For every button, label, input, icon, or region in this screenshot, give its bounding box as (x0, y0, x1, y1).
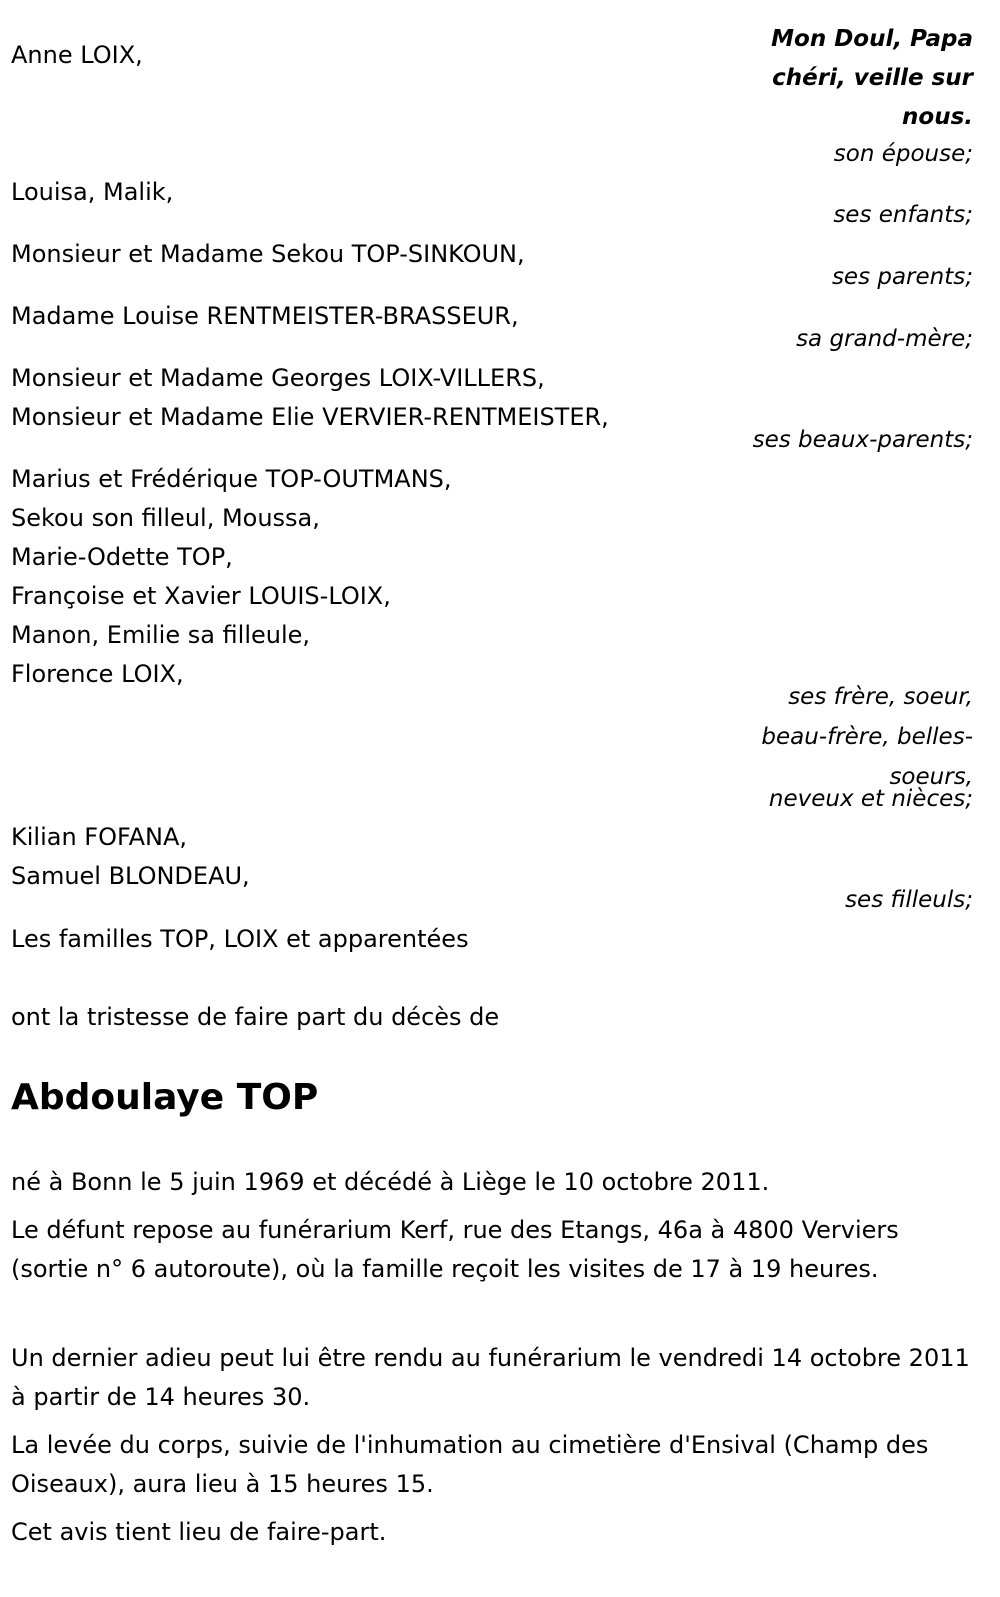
epigraph: Mon Doul, Papa chéri, veille sur nous. (771, 26, 973, 130)
family-relation: ses parents; (831, 264, 973, 290)
family-name: Anne LOIX, (11, 41, 143, 69)
detail-paragraph: né à Bonn le 5 juin 1969 et décédé à Liège le 10 octobre 2011. (11, 1168, 770, 1196)
detail-paragraph: Cet avis tient lieu de faire-part. (11, 1518, 387, 1546)
detail-paragraph: Un dernier adieu peut lui être rendu au funérarium le vendredi 14 octobre 2011 à partir de 14 heures 30. (11, 1344, 970, 1411)
family-name: Françoise et Xavier LOUIS-LOIX, (11, 582, 391, 610)
family-relation: soeurs, (889, 764, 973, 790)
family-name: Kilian FOFANA, (11, 823, 188, 851)
family-name: Samuel BLONDEAU, (11, 862, 250, 890)
announcement-text: ont la tristesse de faire part du décès de (11, 1003, 500, 1031)
family-name: Monsieur et Madame Sekou TOP-SINKOUN, (11, 240, 525, 268)
family-relation: ses beaux-parents; (752, 427, 973, 453)
family-relation: ses filleuls; (845, 887, 973, 913)
family-relation: beau-frère, belles- (761, 724, 973, 750)
family-relation: ses enfants; (833, 202, 973, 228)
family-relation: neveux et nièces; (768, 786, 973, 812)
family-name: Manon, Emilie sa filleule, (11, 621, 311, 649)
family-name: Monsieur et Madame Georges LOIX-VILLERS, (11, 364, 545, 392)
deceased-name: Abdoulaye TOP (11, 1077, 319, 1118)
family-name: Marius et Frédérique TOP-OUTMANS, (11, 465, 452, 493)
family-name: Sekou son filleul, Moussa, (11, 504, 320, 532)
family-name: Madame Louise RENTMEISTER-BRASSEUR, (11, 302, 519, 330)
family-name: Les familles TOP, LOIX et apparentées (11, 925, 469, 953)
family-name: Florence LOIX, (11, 660, 184, 688)
family-relation: ses frère, soeur, (788, 684, 973, 710)
detail-paragraph: La levée du corps, suivie de l'inhumation au cimetière d'Ensival (Champ des Oiseaux), aura lieu à 15 heures 15. (11, 1431, 929, 1498)
family-relation: son épouse; (833, 141, 973, 167)
family-relation: sa grand-mère; (796, 326, 973, 352)
family-name: Monsieur et Madame Elie VERVIER-RENTMEISTER, (11, 403, 609, 431)
detail-paragraph: Le défunt repose au funérarium Kerf, rue des Etangs, 46a à 4800 Verviers (sortie n° 6 autoroute), où la famille reçoit les visites de 17 à 19 heures. (11, 1216, 899, 1283)
family-name: Louisa, Malik, (11, 178, 174, 206)
family-name: Marie-Odette TOP, (11, 543, 233, 571)
